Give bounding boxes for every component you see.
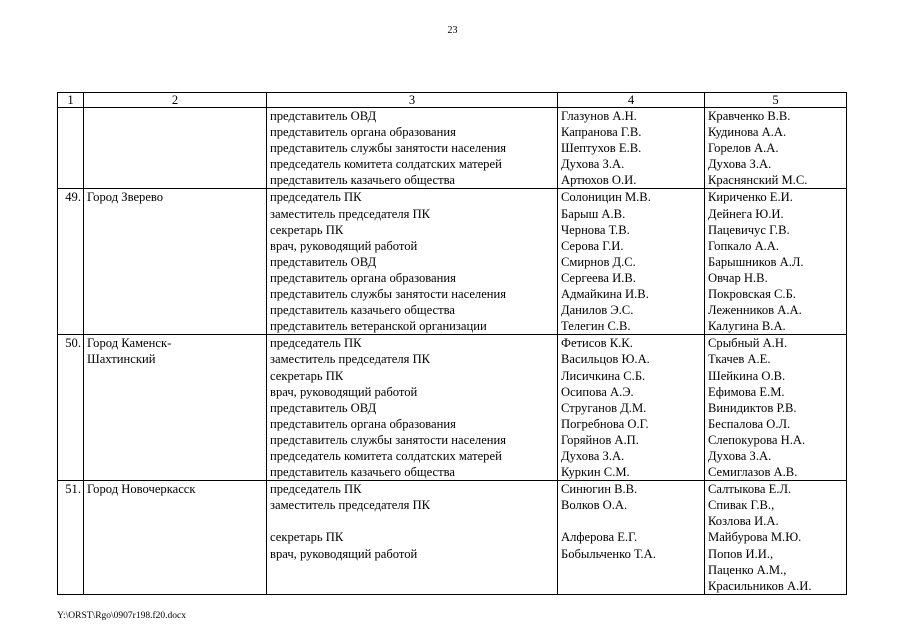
header-cell: 1 <box>58 93 84 108</box>
roles-cell <box>267 108 558 189</box>
member-name: Барыш А.В. <box>561 206 626 221</box>
table-row <box>58 481 847 595</box>
member-name: Серова Г.И. <box>561 238 624 253</box>
reserve-member-name: Ткачев А.Е. <box>708 352 771 367</box>
member-name: Солоницин М.В. <box>561 190 651 205</box>
reserve-member-name: Срыбный А.Н. <box>708 336 788 351</box>
place-cell <box>84 189 267 335</box>
roles-cell <box>267 481 558 595</box>
table-header-row <box>58 93 847 108</box>
member-name: Артюхов О.И. <box>561 173 637 188</box>
reserve-member-name: Ефимова Е.М. <box>708 384 785 399</box>
role-text: секретарь ПК <box>270 530 344 545</box>
role-text: врач, руководящий работой <box>270 238 418 253</box>
reserve-member-name: Беспалова О.Л. <box>708 416 791 431</box>
reserve-member-name: Винидиктов Р.В. <box>708 400 797 415</box>
role-text: председатель комитета солдатских матерей <box>270 448 502 463</box>
member-name: Адмайкина И.В. <box>561 287 649 302</box>
role-text: представитель ОВД <box>270 400 377 415</box>
role-text: представитель ОВД <box>270 109 377 123</box>
role-text: председатель ПК <box>270 336 362 351</box>
role-text: заместитель председателя ПК <box>270 352 431 367</box>
reserve-member-name: Краснянский М.С. <box>708 173 808 188</box>
reserve-member-name: Покровская С.Б. <box>708 287 796 302</box>
member-name: Струганов Д.М. <box>561 400 647 415</box>
role-text: представитель службы занятости населения <box>270 432 507 447</box>
reserve-member-name: Кудинова А.А. <box>708 125 787 140</box>
member-name: Синюгин В.В. <box>561 482 638 497</box>
col4-cell <box>558 481 705 595</box>
role-text <box>270 578 554 594</box>
member-name: Бобыльченко Т.А. <box>561 546 656 561</box>
reserve-member-name: Паценко А.М., <box>708 562 787 577</box>
member-name <box>561 513 701 529</box>
member-name: Чернова Т.В. <box>561 222 630 237</box>
territory-name: Город Каменск- <box>87 336 172 351</box>
role-text: представитель казачьего общества <box>270 173 455 188</box>
member-name: Волков О.А. <box>561 498 628 513</box>
col4-cell <box>558 189 705 335</box>
table-row <box>58 189 847 335</box>
col4-cell <box>558 108 705 189</box>
place-cell <box>84 108 267 189</box>
member-name: Погребнова О.Г. <box>561 416 649 431</box>
page-number: 23 <box>447 25 458 36</box>
member-name: Шептухов Е.В. <box>561 141 642 156</box>
member-name: Горяйнов А.П. <box>561 432 639 447</box>
reserve-member-name: Козлова И.А. <box>708 514 779 529</box>
table-row <box>58 335 847 481</box>
col5-cell <box>705 108 847 189</box>
col5-cell <box>705 189 847 335</box>
col4-cell <box>558 335 705 481</box>
member-name: Глазунов А.Н. <box>561 109 637 123</box>
role-text: председатель ПК <box>270 190 362 205</box>
header-cell: 4 <box>558 93 705 108</box>
reserve-member-name: Попов И.И., <box>708 546 774 561</box>
header-cell: 5 <box>705 93 847 108</box>
reserve-member-name: Дейнега Ю.И. <box>708 206 784 221</box>
member-name: Алферова Е.Г. <box>561 530 638 545</box>
role-text: представитель органа образования <box>270 270 456 285</box>
table-row <box>58 108 847 189</box>
member-name: Духова З.А. <box>561 448 625 463</box>
reserve-member-name: Гопкало А.А. <box>708 238 780 253</box>
territory-name: Город Зверево <box>87 190 164 205</box>
member-name: Сергеева И.В. <box>561 270 636 285</box>
reserve-member-name: Овчар Н.В. <box>708 270 768 285</box>
reserve-member-name: Барышников А.Л. <box>708 254 804 269</box>
reserve-member-name: Салтыкова Е.Л. <box>708 482 792 497</box>
member-name: Лисичкина С.Б. <box>561 368 646 383</box>
role-text: секретарь ПК <box>270 222 344 237</box>
reserve-member-name: Семиглазов А.В. <box>708 465 798 480</box>
member-name: Телегин С.В. <box>561 319 631 334</box>
place-cell <box>84 481 267 595</box>
row-number: 51. <box>58 481 84 595</box>
file-path-footer: Y:\ORST\Rgo\0907r198.f20.docx <box>57 611 186 621</box>
member-name: Духова З.А. <box>561 157 625 172</box>
member-name: Данилов Э.С. <box>561 303 634 318</box>
reserve-member-name: Красильников А.И. <box>708 578 812 593</box>
reserve-member-name: Майбурова М.Ю. <box>708 530 802 545</box>
reserve-member-name: Спивак Г.В., <box>708 498 775 513</box>
reserve-member-name: Шейкина О.В. <box>708 368 786 383</box>
reserve-member-name: Кравченко В.В. <box>708 109 791 123</box>
col5-cell <box>705 481 847 595</box>
member-name: Смирнов Д.С. <box>561 254 636 269</box>
role-text <box>270 562 554 578</box>
member-name: Осипова А.Э. <box>561 384 634 399</box>
row-number <box>58 108 84 189</box>
role-text: председатель комитета солдатских матерей <box>270 157 502 172</box>
role-text: представитель казачьего общества <box>270 303 455 318</box>
role-text: представитель службы занятости населения <box>270 287 507 302</box>
role-text: представитель ветеранской организации <box>270 319 487 334</box>
reserve-member-name: Леженников А.А. <box>708 303 802 318</box>
territory-name: Город Новочеркасск <box>87 482 196 497</box>
reserve-member-name: Духова З.А. <box>708 448 772 463</box>
reserve-member-name: Калугина В.А. <box>708 319 786 334</box>
header-cell: 2 <box>84 93 267 108</box>
member-name: Капранова Г.В. <box>561 125 642 140</box>
reserve-member-name: Горелов А.А. <box>708 141 779 156</box>
role-text: заместитель председателя ПК <box>270 498 431 513</box>
place-cell <box>84 335 267 481</box>
col5-cell <box>705 335 847 481</box>
reserve-member-name: Слепокурова Н.А. <box>708 432 806 447</box>
row-number: 49. <box>58 189 84 335</box>
role-text: представитель казачьего общества <box>270 465 455 480</box>
member-name: Васильцов Ю.А. <box>561 352 650 367</box>
member-name: Фетисов К.К. <box>561 336 633 351</box>
reserve-member-name: Духова З.А. <box>708 157 772 172</box>
roles-cell <box>267 189 558 335</box>
role-text: заместитель председателя ПК <box>270 206 431 221</box>
role-text: представитель органа образования <box>270 416 456 431</box>
member-name <box>561 562 701 578</box>
role-text: врач, руководящий работой <box>270 546 418 561</box>
roles-cell <box>267 335 558 481</box>
role-text <box>270 513 554 529</box>
role-text: секретарь ПК <box>270 368 344 383</box>
header-cell: 3 <box>267 93 558 108</box>
role-text: председатель ПК <box>270 482 362 497</box>
reserve-member-name: Пацевичус Г.В. <box>708 222 790 237</box>
role-text: врач, руководящий работой <box>270 384 418 399</box>
row-number: 50. <box>58 335 84 481</box>
member-name: Куркин С.М. <box>561 465 630 480</box>
role-text: представитель службы занятости населения <box>270 141 507 156</box>
role-text: представитель ОВД <box>270 254 377 269</box>
territory-name: Шахтинский <box>87 352 156 367</box>
commission-table <box>57 92 847 595</box>
member-name <box>561 578 701 594</box>
reserve-member-name: Кириченко Е.И. <box>708 190 793 205</box>
role-text: представитель органа образования <box>270 125 456 140</box>
